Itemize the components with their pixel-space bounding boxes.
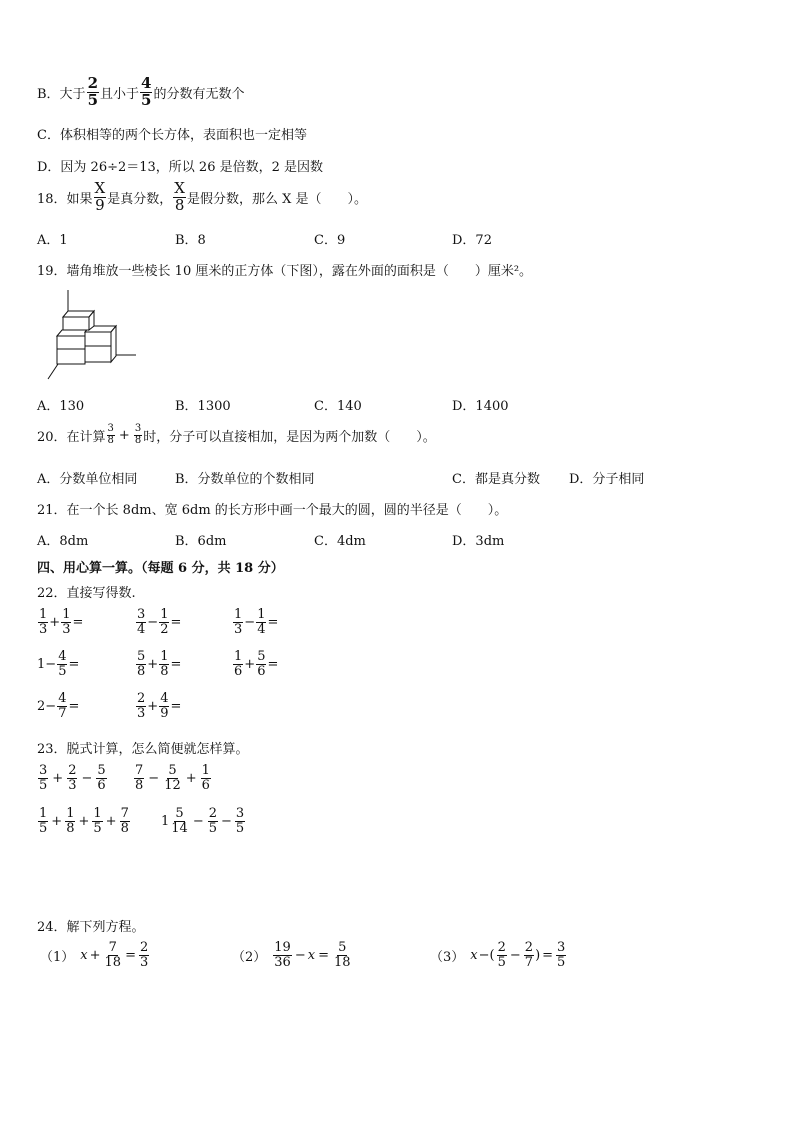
fraction: $\frac{3}{8}$ (107, 423, 114, 446)
q22-expression-8: $\frac{2}{3}$ + $\frac{4}{9}$ = (137, 691, 182, 721)
q19-option-c: C．140 (314, 399, 362, 414)
q23-expression-3: $\frac{1}{5}$ + $\frac{1}{8}$ + $\frac{1}{5}$ + $\frac{7}{8}$ (39, 806, 129, 836)
q17-option-b: B．大于 $\frac{2}{5}$ 且小于 $\frac{4}{5}$ 的分数有无数个 (37, 74, 245, 109)
q22-expression-7: 2 − $\frac{4}{7}$ = (37, 691, 80, 721)
question-22: 22．直接写得数. (37, 586, 136, 601)
q24-equation-2: （2） $\frac{19}{36}$ − x = $\frac{5}{18}$ (232, 940, 351, 970)
question-19: 19．墙角堆放一些棱长 10 厘米的正方体（下图），露在外面的面积是（ ）厘米²。 (37, 264, 533, 279)
q18-option-a: A．1 (37, 233, 68, 248)
q18-option-b: B．8 (175, 233, 206, 248)
fraction: $\frac{X}{9}$ (94, 179, 106, 214)
q17-option-d: D．因为 26÷2＝13，所以 26 是倍数，2 是因数 (37, 160, 324, 175)
q24-equation-1: （1） x + $\frac{7}{18}$ = $\frac{2}{3}$ (40, 940, 149, 970)
q24-equation-3: （3） x −( $\frac{2}{5}$ − $\frac{2}{7}$ ) = $\frac{3}{5}$ (430, 940, 566, 970)
q18-option-c: C．9 (314, 233, 346, 248)
q22-expression-2: $\frac{3}{4}$ − $\frac{1}{2}$ = (137, 607, 182, 637)
q21-option-b: B．6dm (175, 534, 227, 549)
stacked-cubes-figure (44, 288, 140, 382)
q19-option-d: D．1400 (452, 399, 509, 414)
question-23: 23．脱式计算，怎么简便就怎样算。 (37, 742, 249, 757)
fraction: $\frac{4}{5}$ (141, 74, 152, 109)
q20-option-a: A．分数单位相同 (37, 472, 138, 487)
question-18: 18．如果 $\frac{X}{9}$ 是真分数， $\frac{X}{8}$ 是假分数，那么 X 是（ ）。 (37, 179, 367, 214)
fraction: $\frac{X}{8}$ (174, 179, 185, 214)
q19-option-b: B．1300 (175, 399, 231, 414)
fraction: $\frac{2}{5}$ (87, 74, 98, 109)
q20-option-c: C．都是真分数 (452, 472, 540, 487)
question-21: 21．在一个长 8dm、宽 6dm 的长方形中画一个最大的圆，圆的半径是（ ）。 (37, 503, 508, 518)
q18-option-d: D．72 (452, 233, 492, 248)
q23-expression-1: $\frac{3}{5}$ + $\frac{2}{3}$ − $\frac{5}{6}$ (39, 763, 106, 793)
q23-expression-2: $\frac{7}{8}$ − $\frac{5}{12}$ + $\frac{1}{6}$ (135, 763, 210, 793)
q21-option-d: D．3dm (452, 534, 505, 549)
q17-option-c: C．体积相等的两个长方体，表面积也一定相等 (37, 128, 307, 143)
q21-option-a: A．8dm (37, 534, 89, 549)
q20-option-d: D．分子相同 (569, 472, 645, 487)
section-heading: 四、用心算一算。（每题 6 分，共 18 分） (37, 561, 284, 576)
q20-option-b: B．分数单位的个数相同 (175, 472, 315, 487)
q22-expression-3: $\frac{1}{3}$ − $\frac{1}{4}$ = (234, 607, 279, 637)
question-24: 24．解下列方程。 (37, 920, 145, 935)
q22-expression-4: 1 − $\frac{4}{5}$ = (37, 649, 80, 679)
q22-expression-1: $\frac{1}{3}$ + $\frac{1}{3}$ = (39, 607, 84, 637)
question-20: 20．在计算 $\frac{3}{8}$ + $\frac{3}{8}$ 时，分子可以直接相加，是因为两个加数（ ）。 (37, 423, 436, 446)
q23-expression-4: 1 $\frac{5}{14}$ − $\frac{2}{5}$ − $\frac{3}{5}$ (161, 806, 245, 836)
q22-expression-6: $\frac{1}{6}$ + $\frac{5}{6}$ = (234, 649, 279, 679)
q22-expression-5: $\frac{5}{8}$ + $\frac{1}{8}$ = (137, 649, 182, 679)
fraction: $\frac{3}{8}$ (134, 423, 142, 446)
q19-option-a: A．130 (37, 399, 85, 414)
q21-option-c: C．4dm (314, 534, 366, 549)
